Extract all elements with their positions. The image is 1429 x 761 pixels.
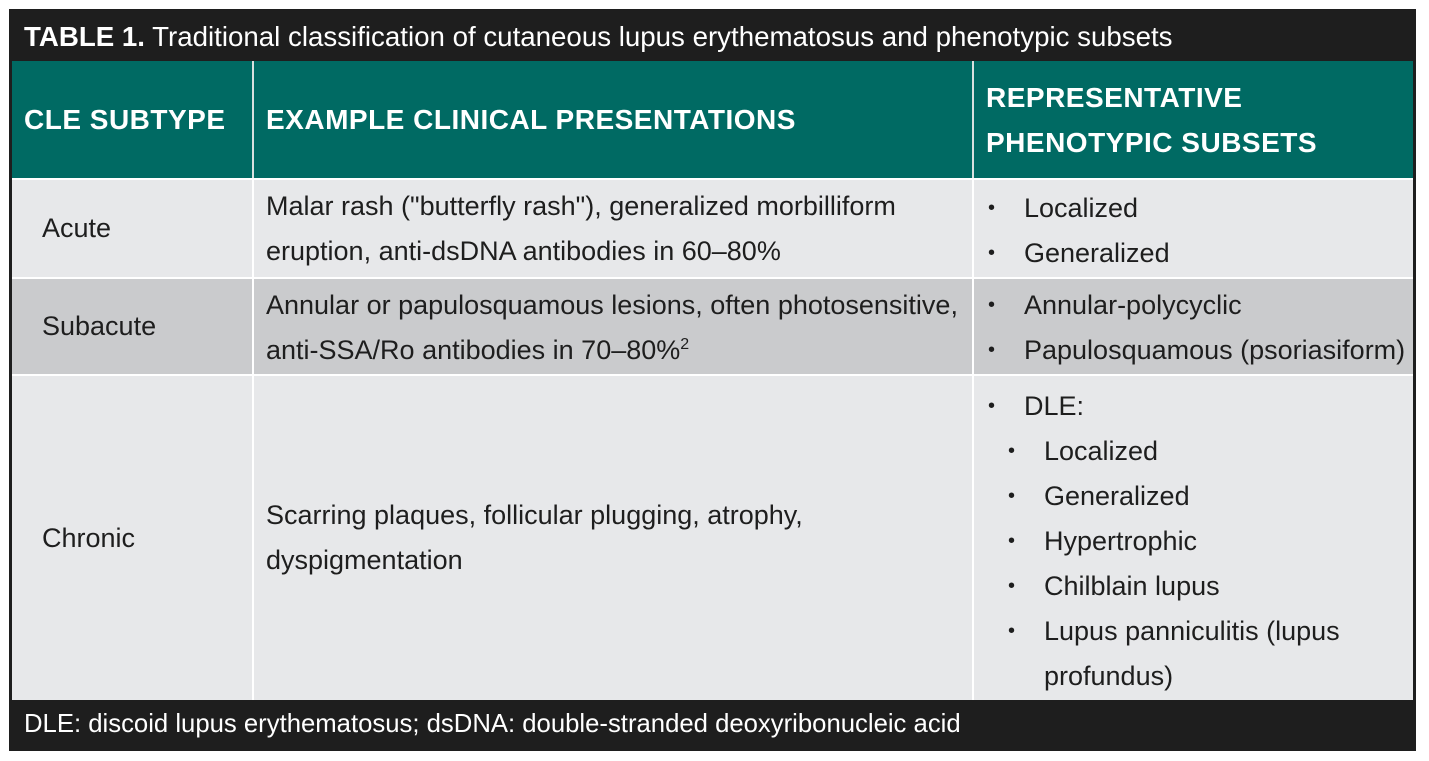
subset-item: • Localized [982, 186, 1413, 231]
table-row-subacute [12, 279, 1413, 374]
subset-list [982, 283, 1413, 373]
subsets-cell [972, 279, 1413, 374]
subset-item: • Generalized [982, 474, 1413, 519]
subtype-cell: Acute [42, 213, 112, 243]
presentation-cell [252, 376, 972, 700]
header-phenotypic-subsets: REPRESENTATIVE PHENOTYPIC SUBSETS [972, 61, 1413, 178]
subset-group-label: • DLE: [982, 384, 1413, 429]
table-caption [12, 12, 1413, 61]
table-frame [9, 9, 1416, 751]
subset-item: • Lupus panniculitis (lupus profundus) [982, 609, 1413, 699]
presentation-text: Annular or papulosquamous lesions, often photosensitive, anti-SSA/Ro antibodies in 70–80% [266, 290, 958, 365]
presentation-cell [252, 279, 972, 374]
subset-list [982, 186, 1413, 276]
table-caption-title: Traditional classification of cutaneous lupus erythematosus and phenotypic subsets [152, 21, 1173, 52]
table-row-acute [12, 180, 1413, 277]
subset-item: • Generalized [982, 231, 1413, 276]
subset-item: • Localized [982, 429, 1413, 474]
table-row-chronic [12, 376, 1413, 700]
subsets-cell [972, 180, 1413, 277]
presentation-text: Scarring plaques, follicular plugging, atrophy, dyspigmentation [266, 500, 803, 575]
dle-subset-list [982, 429, 1413, 699]
table-footnote: DLE: discoid lupus erythematosus; dsDNA: double-stranded deoxyribonucleic acid [12, 700, 1413, 748]
subsets-cell [972, 376, 1413, 700]
classification-table [12, 61, 1413, 700]
table-header-row [12, 61, 1413, 178]
header-clinical-presentations: EXAMPLE CLINICAL PRESENTATIONS [252, 61, 972, 178]
subset-item: • Papulosquamous (psoriasiform) [982, 328, 1413, 373]
presentation-text-wrap [266, 283, 962, 373]
subset-item: • Chilblain lupus [982, 564, 1413, 609]
presentation-text: Malar rash ("butterfly rash"), generalized morbilliform eruption, anti-dsDNA antibodies in 60–80% [266, 191, 896, 266]
subset-item: • Annular-polycyclic [982, 283, 1413, 328]
header-cle-subtype: CLE SUBTYPE [24, 104, 226, 135]
subset-list [982, 384, 1413, 429]
subset-item: • Hypertrophic [982, 519, 1413, 564]
subtype-cell: Subacute [42, 311, 157, 341]
presentation-cell [252, 180, 972, 277]
reference-superscript: 2 [680, 336, 690, 353]
subtype-cell: Chronic [42, 522, 136, 553]
table-caption-label: TABLE 1. [24, 21, 145, 52]
